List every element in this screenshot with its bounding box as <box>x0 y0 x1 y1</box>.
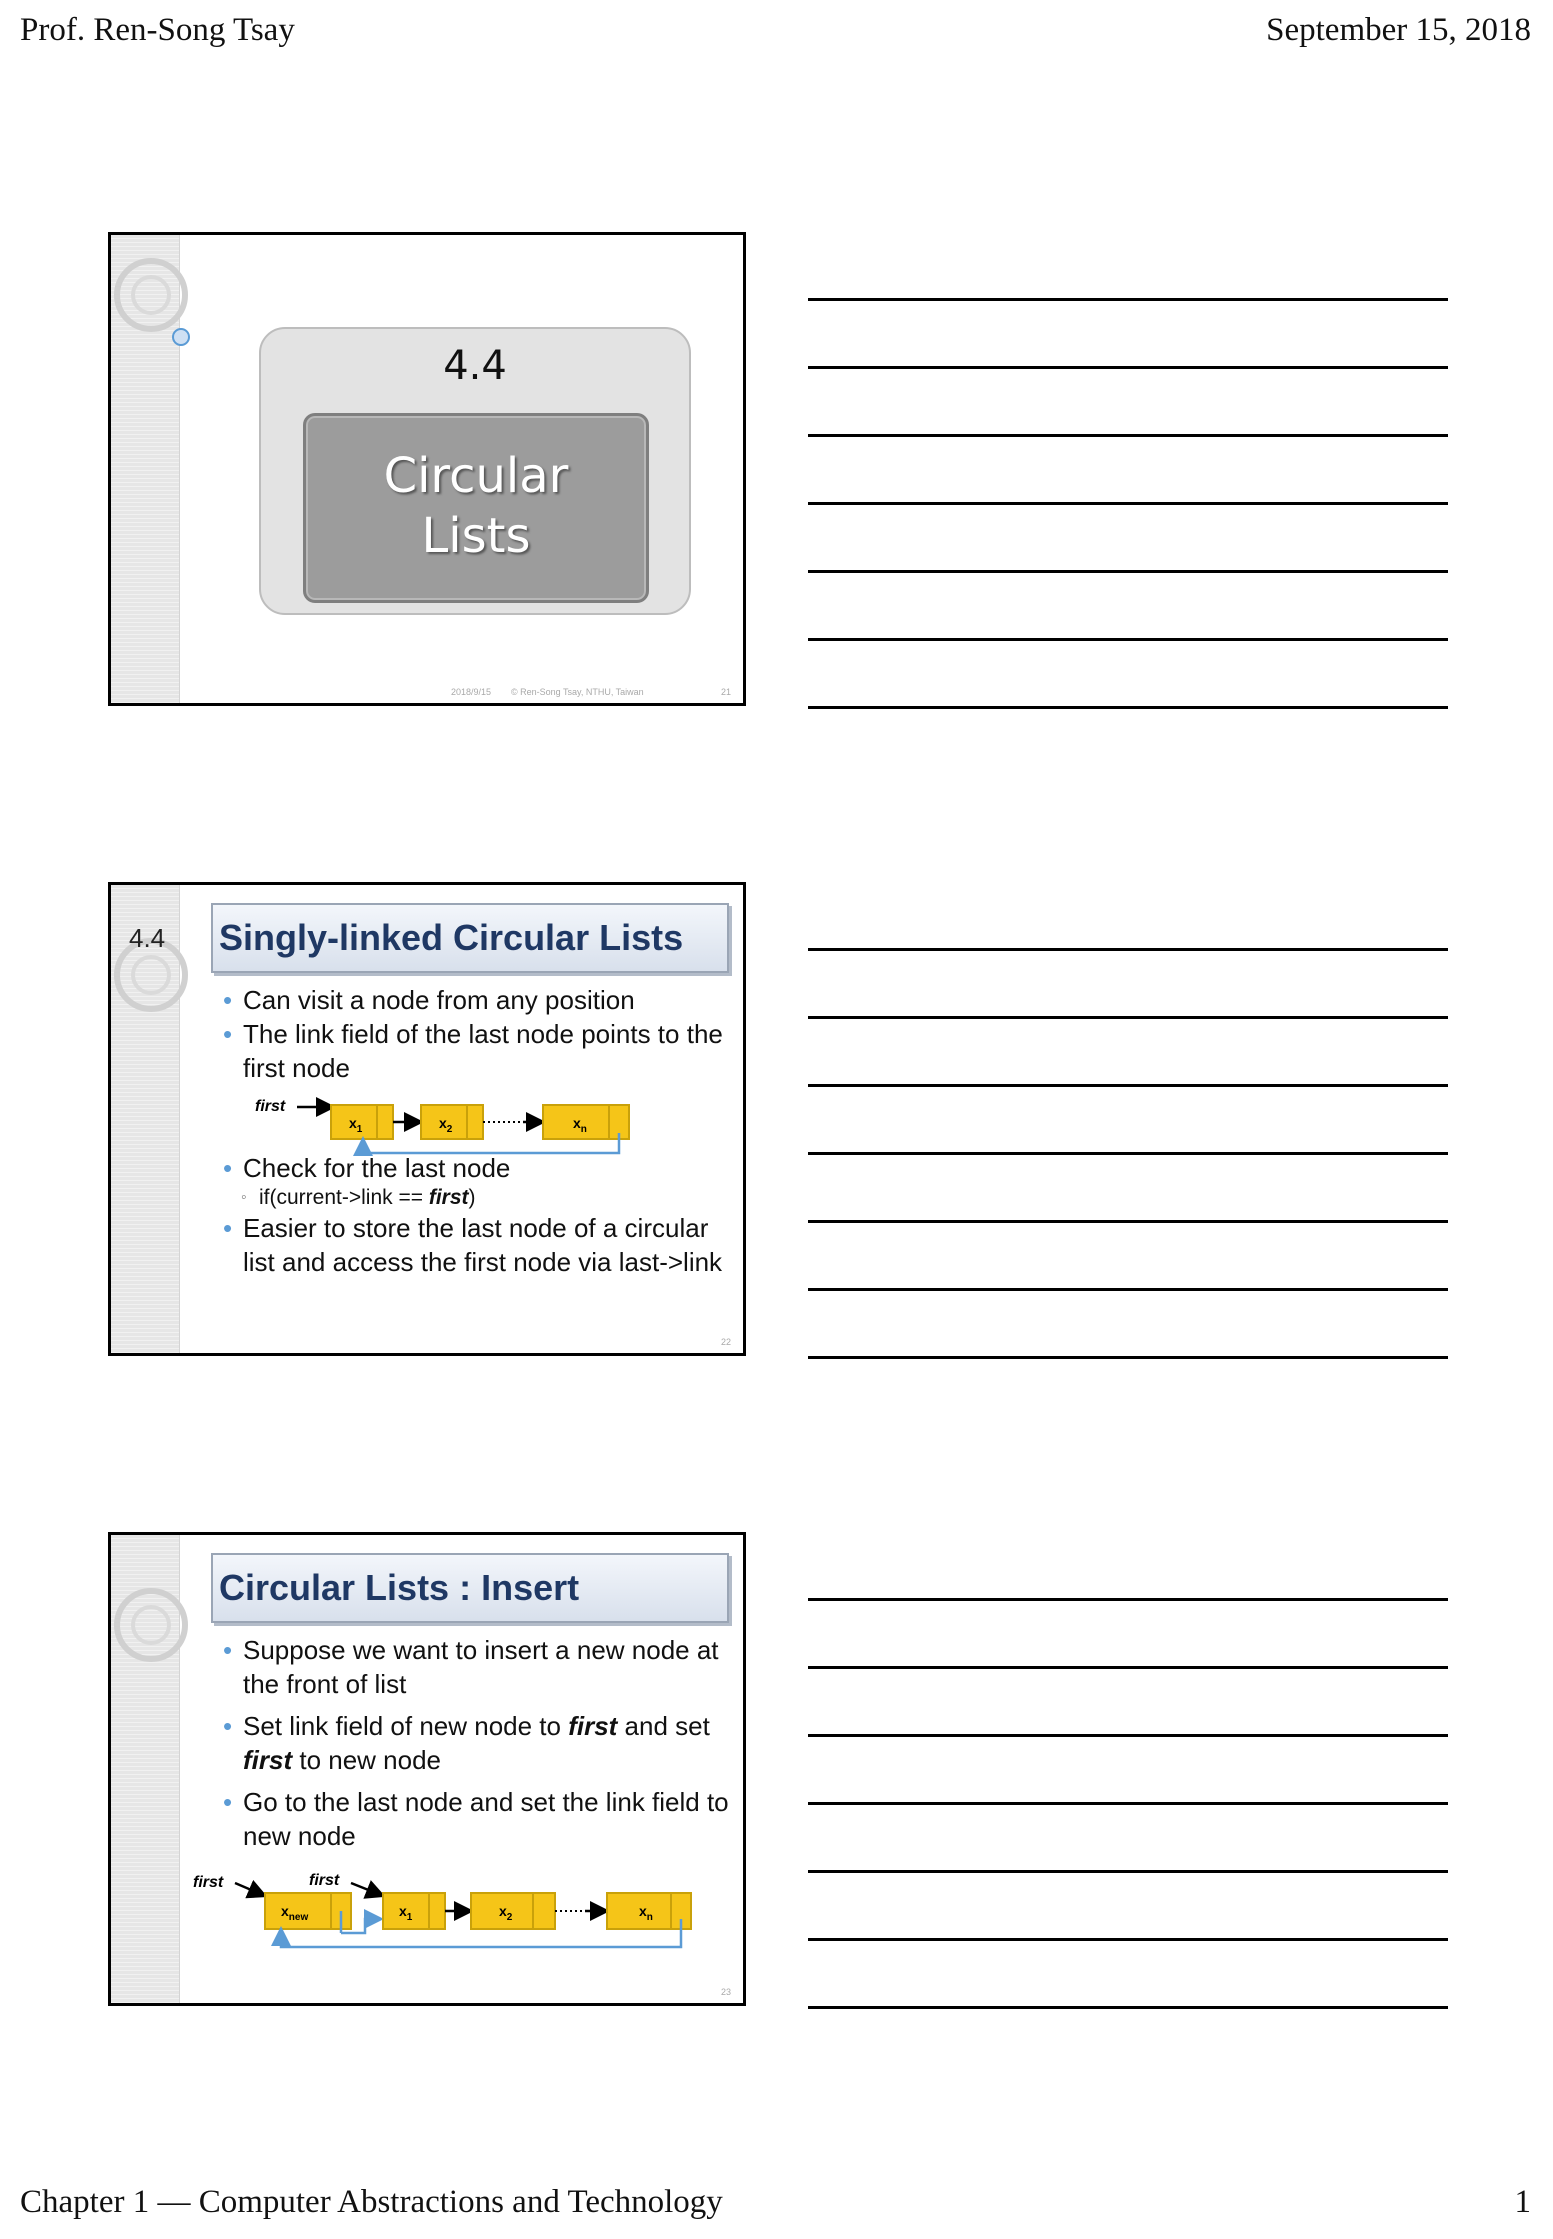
slide-21 <box>108 232 746 706</box>
note-line <box>808 948 1448 951</box>
slide-title: Singly-linked Circular Lists <box>219 917 684 958</box>
note-line <box>808 298 1448 301</box>
slide-footer-date: 2018/9/15 <box>451 687 492 697</box>
slide-side-band <box>111 1535 180 2003</box>
node-label: x <box>573 1115 581 1131</box>
section-number: 4.4 <box>443 343 507 389</box>
bullet-item: • Suppose we want to insert a new node at the front of list <box>221 1633 731 1701</box>
section-header-box <box>259 327 691 615</box>
note-line <box>808 1870 1448 1873</box>
note-line <box>808 1666 1448 1669</box>
first-pointer-label-old: first <box>193 1874 224 1891</box>
list-node <box>421 1105 483 1139</box>
footer-chapter: Chapter 1 — Computer Abstractions and Technology <box>20 2184 723 2220</box>
note-line <box>808 366 1448 369</box>
note-line <box>808 638 1448 641</box>
slide-23 <box>108 1532 746 2006</box>
slide-22 <box>108 882 746 1356</box>
title-bar <box>211 903 729 973</box>
section-tag: 4.4 <box>129 923 166 953</box>
list-node-new <box>265 1893 351 1929</box>
note-line <box>808 1356 1448 1359</box>
bullet-item: • Go to the last node and set the link field to new node <box>221 1785 731 1853</box>
slide-number: 23 <box>721 1987 732 1997</box>
note-line <box>808 570 1448 573</box>
note-line <box>808 1938 1448 1941</box>
node-subscript: 1 <box>356 1124 363 1135</box>
slide-number: 21 <box>721 687 732 697</box>
node-subscript: 2 <box>446 1124 453 1135</box>
first-pointer-label-new: first <box>309 1872 340 1889</box>
header-author: Prof. Ren-Song Tsay <box>20 12 295 48</box>
circular-insert-diagram <box>181 1869 741 1959</box>
node-label: x <box>349 1115 357 1131</box>
note-line <box>808 1598 1448 1601</box>
title-bar <box>211 1553 729 1623</box>
list-node <box>607 1893 691 1929</box>
slide-number: 22 <box>721 1337 732 1347</box>
list-node <box>471 1893 555 1929</box>
list-node <box>383 1893 445 1929</box>
bullet-item: • Easier to store the last node of a circular list and access the first node via last->link <box>221 1211 731 1279</box>
header-date: September 15, 2018 <box>1266 12 1531 48</box>
node-subscript: n <box>580 1124 587 1135</box>
decorative-swirl-icon <box>111 885 191 1025</box>
first-pointer-label: first <box>255 1098 286 1115</box>
decorative-swirl-icon <box>111 235 191 375</box>
slide-side-band <box>111 235 180 703</box>
node-label: x <box>439 1115 447 1131</box>
bullet-item: • The link field of the last node points to the first node <box>221 1017 731 1085</box>
note-line <box>808 1084 1448 1087</box>
bullet-item: • Can visit a node from any position <box>221 983 731 1017</box>
first-arrow <box>235 1883 263 1895</box>
note-line <box>808 1016 1448 1019</box>
note-line <box>808 1734 1448 1737</box>
slide-title: Circular Lists : Insert <box>219 1567 580 1608</box>
bullet-item: • Set link field of new node to first and set first to new node <box>221 1709 731 1777</box>
list-node <box>331 1105 393 1139</box>
bullet-list-bottom <box>221 1151 731 1279</box>
note-line <box>808 1152 1448 1155</box>
node-label: x <box>281 1903 289 1919</box>
slide-side-band <box>111 885 180 1353</box>
node-subscript: n <box>646 1912 653 1923</box>
note-line <box>808 2006 1448 2009</box>
node-subscript: 1 <box>406 1912 413 1923</box>
node-label: x <box>499 1903 507 1919</box>
node-subscript: 2 <box>506 1912 513 1923</box>
node-subscript: new <box>288 1912 309 1923</box>
note-line <box>808 706 1448 709</box>
bullet-list <box>221 1633 731 1853</box>
bullet-item: • Check for the last node <box>221 1151 731 1185</box>
bullet-list-top <box>221 983 731 1085</box>
slide-footer-copyright: © Ren-Song Tsay, NTHU, Taiwan <box>511 687 644 697</box>
node-label: x <box>399 1903 407 1919</box>
note-line <box>808 434 1448 437</box>
first-arrow <box>351 1883 381 1895</box>
note-line <box>808 1288 1448 1291</box>
note-line <box>808 1802 1448 1805</box>
sub-bullet-item: ◦ if(current->link == first) <box>221 1185 731 1211</box>
footer-page-number: 1 <box>1514 2184 1531 2220</box>
list-node <box>543 1105 629 1139</box>
section-title: Circular Lists <box>383 448 569 564</box>
note-line <box>808 1220 1448 1223</box>
node-label: x <box>639 1903 647 1919</box>
section-title-box <box>303 413 649 603</box>
decorative-swirl-icon <box>111 1535 191 1675</box>
note-line <box>808 502 1448 505</box>
